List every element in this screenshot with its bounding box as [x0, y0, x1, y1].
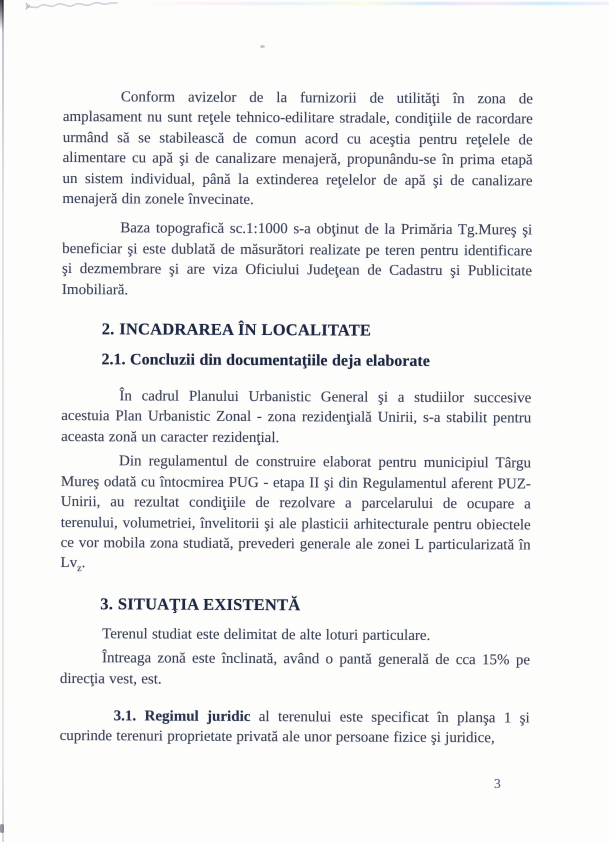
pen-scribble [24, 0, 120, 14]
scan-dot [260, 45, 265, 48]
section-heading-incadrarea: 2. INCADRAREA ÎN LOCALITATE [101, 319, 372, 340]
paragraph-regulament [60, 451, 531, 576]
scan-corner-mark [0, 0, 3, 30]
scan-edge-blob [0, 824, 4, 833]
paragraph-regulament-period: . [81, 555, 86, 572]
subsection-heading-concluzii: 2.1. Concluzii din documentaţiile deja elaborate [101, 351, 430, 370]
paragraph-regulament-text: Din regulamentul de construire elaborat pentru municipiul Târgu Mureş odată cu întocmirea PUG - etapa II şi din Regulamentul aferent PUZ-Unirii, au rezultat condiţiile de rezolvare a parcelarului de ocupare a terenului, volumetriei, învelitorii şi ale plasticii arhitecturale pentru obiectele ce vor mobila zona studiată, prevederi generale ale zonei L particularizată în Lv [60, 453, 532, 572]
paragraph-pug-general: În cadrul Planului Urbanistic General şi a studiilor succesive acestuia Plan Urbanistic Zonal - zona rezidenţială Unirii, s-a stabilit pentru aceasta zonă un caracter rezidenţial. [61, 388, 532, 447]
page-number: 3 [494, 776, 501, 791]
scan-edge-line [2, 0, 4, 842]
paragraph-panta-generala: Întreaga zonă este înclinată, având o pantă generală de cca 15% pe direcţia vest, est. [59, 650, 531, 688]
paragraph-teren-studiat: Terenul studiat este delimitat de alte loturi particulare. [102, 625, 431, 644]
document-content [60, 87, 533, 749]
scan-color-streak [140, 2, 609, 5]
paragraph-utilities: Conform avizelor de la furnizorii de utilităţi în zona de amplasament nu sunt reţele tehnico-edilitare stradale, condiţiile de racordare urmând să se stabilească de comun acord cu aceştia pentru reţelele de alimentare cu apă şi de canalizare menajeră, propunându-se în prima etapă un sistem individual, până la extinderea reţelelor de apă şi de canalizare menajeră din zonele învecinate. [62, 89, 533, 209]
regim-juridic-rest: al terenului este specificat în planşa 1 şi cuprinde terenuri proprietate privată ale unor persoane fizice şi juridice, [59, 708, 530, 747]
zone-code-subscript: z [77, 563, 82, 575]
paragraph-topographic-base: Baza topografică sc.1:1000 s-a obţinut de la Primăria Tg.Mureş şi beneficiar şi este dublată de măsurători realizate pe teren pentru identificare şi dezmembrare şi are viza Oficiului Judeţean de Cadastru şi Publicitate Imobiliară. [61, 220, 533, 299]
regim-juridic-bold-lead: 3.1. Regimul juridic [113, 708, 251, 725]
section-heading-situatia-existenta: 3. SITUAŢIA EXISTENTĂ [100, 593, 301, 614]
paragraph-regim-juridic [60, 706, 530, 749]
